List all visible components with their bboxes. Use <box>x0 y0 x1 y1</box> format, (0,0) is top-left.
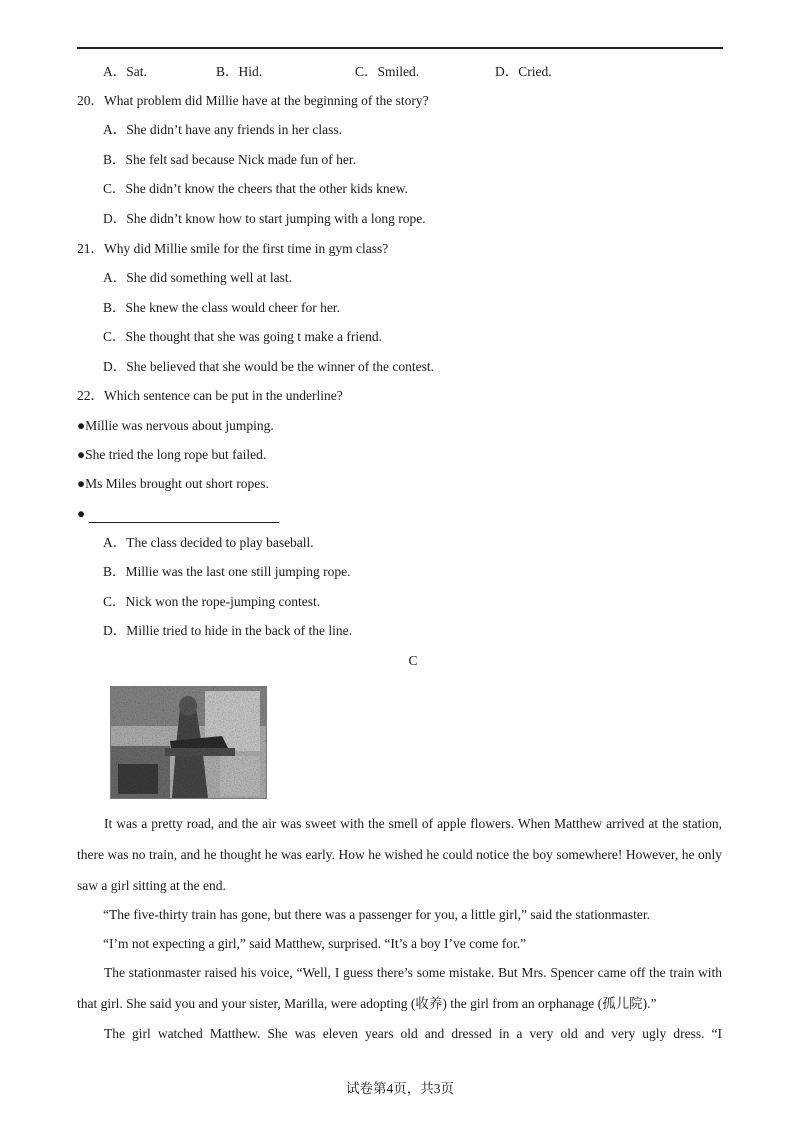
answer-blank[interactable] <box>89 509 279 523</box>
page-footer: 试卷第4页，共3页 <box>346 1081 454 1096</box>
q19-option-b[interactable]: B．Hid. <box>216 64 263 79</box>
q22-option-d[interactable]: D．Millie tried to hide in the back of the line. <box>103 623 352 638</box>
q21-option-b[interactable]: B．She knew the class would cheer for her. <box>103 300 340 315</box>
q22-bullet-4-mark: ● <box>77 506 86 521</box>
q21-option-d[interactable]: D．She believed that she would be the winner of the contest. <box>103 359 435 374</box>
illustration-photo <box>110 686 267 799</box>
q19-option-a[interactable]: A．Sat. <box>103 64 147 79</box>
q22-bullet-3: ●Ms Miles brought out short ropes. <box>77 476 269 491</box>
q22-option-c[interactable]: C．Nick won the rope-jumping contest. <box>103 594 321 609</box>
q20-stem: 20．What problem did Millie have at the beginning of the story? <box>77 93 429 108</box>
q21-option-a[interactable]: A．She did something well at last. <box>103 270 292 285</box>
q20-option-d[interactable]: D．She didn’t know how to start jumping with a long rope. <box>103 211 426 226</box>
story-paragraph-1: It was a pretty road, and the air was sweet with the smell of apple flowers. When Matthew arrived at the station, there was no train, and he thought he was early. How he wished he could notice the boy somewhere! However, he only saw a girl sitting at the end. <box>77 816 722 893</box>
q22-option-b[interactable]: B．Millie was the last one still jumping rope. <box>103 564 351 579</box>
header-rule <box>77 47 723 49</box>
story-paragraph-4: The stationmaster raised his voice, “Well, I guess there’s some mistake. But Mrs. Spencer came off the train with that girl. She said you and your sister, Marilla, were adopting (收养) the girl from an orphanage (孤儿院).” <box>77 965 722 1011</box>
q21-option-c[interactable]: C．She thought that she was going t make a friend. <box>103 329 382 344</box>
q19-option-c[interactable]: C．Smiled. <box>355 64 420 79</box>
q19-option-d[interactable]: D．Cried. <box>495 64 552 79</box>
story-paragraph-3: “I’m not expecting a girl,” said Matthew, surprised. “It’s a boy I’ve come for.” <box>103 936 527 951</box>
story-paragraph-5: The girl watched Matthew. She was eleven years old and dressed in a very old and very ugly dress. “I <box>104 1026 722 1041</box>
q22-bullet-2: ●She tried the long rope but failed. <box>77 447 267 462</box>
q22-option-a[interactable]: A．The class decided to play baseball. <box>103 535 314 550</box>
q20-option-c[interactable]: C．She didn’t know the cheers that the other kids knew. <box>103 181 408 196</box>
q20-option-a[interactable]: A．She didn’t have any friends in her class. <box>103 122 342 137</box>
q22-bullet-1: ●Millie was nervous about jumping. <box>77 418 274 433</box>
q22-stem: 22．Which sentence can be put in the underline? <box>77 388 343 403</box>
q22-bullet-4 <box>77 505 279 523</box>
story-paragraph-2: “The five-thirty train has gone, but there was a passenger for you, a little girl,” said the stationmaster. <box>103 907 650 922</box>
section-c-heading: C <box>408 653 418 668</box>
q21-stem: 21．Why did Millie smile for the first time in gym class? <box>77 241 389 256</box>
q20-option-b[interactable]: B．She felt sad because Nick made fun of her. <box>103 152 357 167</box>
